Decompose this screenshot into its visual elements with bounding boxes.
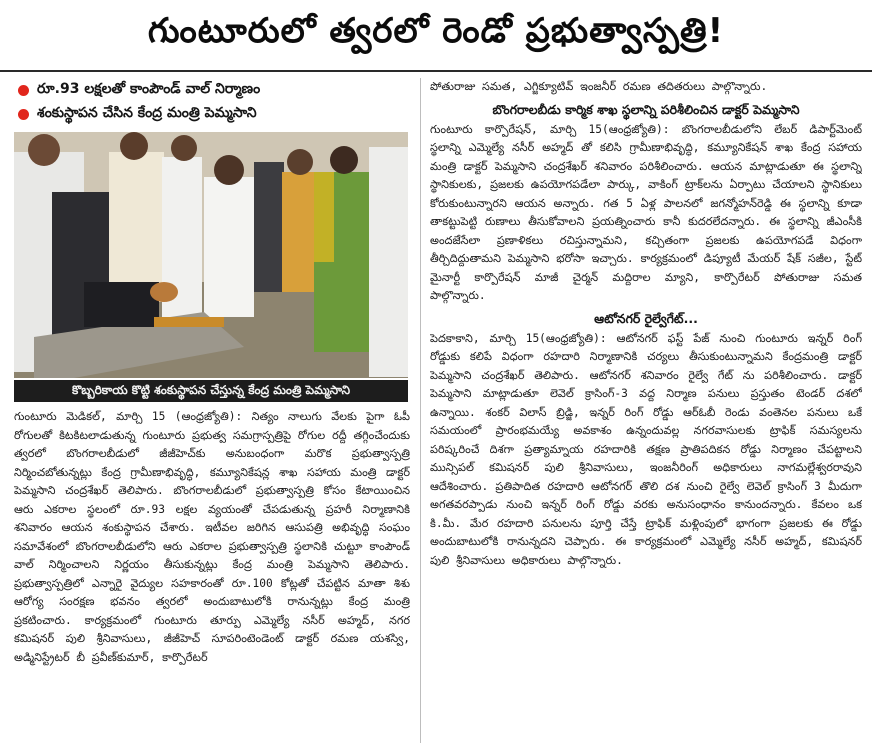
highlight-bullet	[14, 102, 410, 126]
right-column	[430, 78, 862, 747]
article-body: పెదకాకాని, మార్చి 15(ఆంధ్రజ్యోతి): ఆటోనగర్ ఫస్ట్ పేజ్ నుంచి గుంటూరు ఇన్నర్ రింగ్ రోడ్డుకు కలిపే విధంగా రహదారి నిర్మాణానికి చర్యలు తీసుకుంటున్నామని కేంద్రమంత్రి డాక్టర్ పెమ్మసాని చంద్రశేఖర్ తెలిపారు. ఆటోనగర్ శనివారం రైల్వే గేట్ ను పరిశీలించారు. డాక్టర్ పెమ్మసాని మాట్లాడుతూ లెవెల్ క్రాసింగ్-3 వద్ద నిర్మాణ పనులు ప్రస్తుతం టెండర్ దశలో ఉన్నాయి. శంకర్ విలాస్ బ్రిడ్జి, ఇన్నర్ రింగ్ రోడ్డు ఆర్ఓబీ రెండు వంతెనల పనులు ఒకే సమయంలో ప్రారంభమయ్యే అవకాశం ఉన్నందువల్ల నగరవాసులకు ట్రాఫిక్ సమస్యలను పరిష్కరించే దిశగా ప్రత్యామ్నాయ రహదారికి తక్షణ ప్రాతిపదికన రోడ్డు నిర్మాణం చేపట్టాలని మున్సిపల్ కమిషనర్ పులి శ్రీనివాసులు, ఇంజనీరింగ్ అధికారులు నాగమల్లేశ్వరరావుని ఆదేశించారు. ప్రతిపాదిత రహదారి ఆటోనగర్ తొలి దశ నుంచి రైల్వే లెవెల్ క్రాసింగ్ 3 మీదుగా అగతవరప్పాడు నుంచి ఇన్నర్ రింగ్ రోడ్డు వరకు అనుసంధానం కానుందన్నారు. కేవలం ఒక కి.మీ. మేర రహదారి పనులను పూర్తి చేస్తే ట్రాఫిక్ మళ్లింపులో భాగంగా ప్రజలకు ఈ రోడ్డు అందుబాటులోకి రానున్నదని చెప్పారు. ఈ కార్యక్రమంలో ఎమ్మెల్యే నసీర్ అహ్మద్, కమిషనర్ పులి శ్రీనివాసులు అధికారులు పాల్గొన్నారు.	[430, 331, 862, 567]
article-subheading: ఆటోనగర్ రైల్వేగేట్...	[594, 310, 698, 326]
article-continuation: పోతురాజు సమత, ఎగ్జిక్యూటివ్ ఇంజనీర్ రమణ తదితరులు పాల్గొన్నారు.	[430, 80, 768, 93]
news-photo	[14, 132, 408, 378]
highlight-bullet	[14, 78, 410, 102]
bullet-text: శంకుస్థాపన చేసిన కేంద్ర మంత్రి పెమ్మసాని	[37, 104, 257, 121]
photo-caption: కొబ్బరికాయ కొట్టి శంకుస్థాపన చేస్తున్న కేంద్ర మంత్రి పెమ్మసాని	[14, 380, 408, 402]
article-body: గుంటూరు కార్పొరేషన్, మార్చి 15(ఆంధ్రజ్యోతి): బొంగరాలబీడులోని లేబర్ డిపార్ట్‌మెంట్ స్థలాన్ని ఎమ్మెల్యే నసీర్ అహ్మద్ తో కలిసి గ్రామీణాభివృద్ధి, కమ్యూనికేషన్ శాఖ కేంద్ర సహాయ మంత్రి డాక్టర్ పెమ్మసాని చంద్రశేఖర్ శనివారం పరిశీలించారు. ఆయన మాట్లాడుతూ ఈ స్థలాన్ని స్థానికులకు, ప్రజలకు ఉపయోగపడేలా పార్కు, వాకింగ్ ట్రాక్‌లను ఏర్పాటు చేయాలని స్థానికులు కోరుకుంటున్నారని ఆయన అన్నారు. గత 5 ఏళ్ల పాలనలో జగన్మోహన్‌రెడ్డి ఈ స్థలాన్ని కూడా తాకట్టుపెట్టి రుణాలు తీసుకోవాలని ప్రయత్నించారు కానీ కుదరలేదన్నారు. ఈ స్థలాన్ని జీఎంసీకి అందజేసేలా ప్రణాళికలు రచిస్తున్నామని, కచ్చితంగా ప్రజలకు ఉపయోగపడే విధంగా తీర్చిదిద్దుతామని పెమ్మసాని భరోసా ఇచ్చారు. కార్యక్రమంలో డిప్యూటీ మేయర్ షేక్ సజీల, స్టేట్ మైనార్టీ కార్పొరేషన్ మాజీ చైర్మన్ మద్దిరాల మ్యాని, కార్పొరేటర్ పోతురాజు సమత పాల్గొన్నారు.	[430, 122, 862, 302]
left-article-body: గుంటూరు మెడికల్, మార్చి 15 (ఆంధ్రజ్యోతి): నిత్యం నాలుగు వేలకు పైగా ఓపీ రోగులతో కిటకిటలాడుతున్న గుంటూరు ప్రభుత్వ సమగ్రాస్పత్రిపై రోగుల రద్దీ తగ్గించేందుకు త్వరలో బొంగరాలబీడులో జీజీహెచ్‌కు అనుబంధంగా మరొక ప్రభుత్వాస్పత్రి నిర్మించబోతున్నట్లు కేంద్ర గ్రామీణాభివృద్ధి, కమ్యూనికేషన్ల శాఖ సహాయ మంత్రి డాక్టర్ పెమ్మసాని చంద్రశేఖర్ తెలిపారు. బొంగరాలబీడులో ప్రభుత్వాస్పత్రి కోసం కేటాయించిన ఆరు ఎకరాల స్థలంలో రూ.93 లక్షల వ్యయంతో చేపడుతున్న ప్రహరీ నిర్మాణానికి శనివారం ఆయన శంకుస్థాపన చేశారు. ఇటీవల జరిగిన ఆసుపత్రి అభివృద్ధి సంఘం సమావేశంలో బొంగరాలబీడులోని ఆరు ఎకరాల ప్రభుత్వాస్పత్రి స్థలానికి చుట్టూ కాంపౌండ్ వాల్ నిర్మించాలని నిర్ణయం తీసుకున్నట్లు కేంద్ర మంత్రి పెమ్మసాని తెలిపారు. ప్రభుత్వాస్పత్రిలో ఎన్నారై వైద్యుల సహకారంతో రూ.100 కోట్లతో చేపట్టిన మాతా శిశు ఆరోగ్య సంరక్షణ భవనం త్వరలో అందుబాటులోకి రానున్నట్లు కేంద్ర మంత్రి ప్రకటించారు. కార్యక్రమంలో గుంటూరు తూర్పు ఎమ్మెల్యే నసీర్ అహ్మద్, నగర కమిషనర్ పులి శ్రీనివాసులు, జీజీహెచ్ సూపరింటెండెంట్ డాక్టర్ రమణ యశస్వి, అడ్మినిస్ట్రేటర్ బీ ప్రవీణ్‌కుమార్, కార్పొరేటర్	[14, 410, 410, 664]
headline: గుంటూరులో త్వరలో రెండో ప్రభుత్వాస్పత్రి!	[0, 0, 872, 72]
article-subheading: బొంగరాలబీడు కార్మిక శాఖ స్థలాన్ని పరిశీలించిన డాక్టర్ పెమ్మసాని	[492, 101, 800, 117]
column-divider	[420, 78, 421, 743]
ceremony-photo-illustration	[14, 132, 408, 378]
left-column	[14, 78, 410, 747]
bullet-text: రూ.93 లక్షలతో కాంపౌండ్ వాల్ నిర్మాణం	[37, 80, 261, 97]
red-bullet-icon	[18, 109, 29, 120]
red-bullet-icon	[18, 85, 29, 96]
